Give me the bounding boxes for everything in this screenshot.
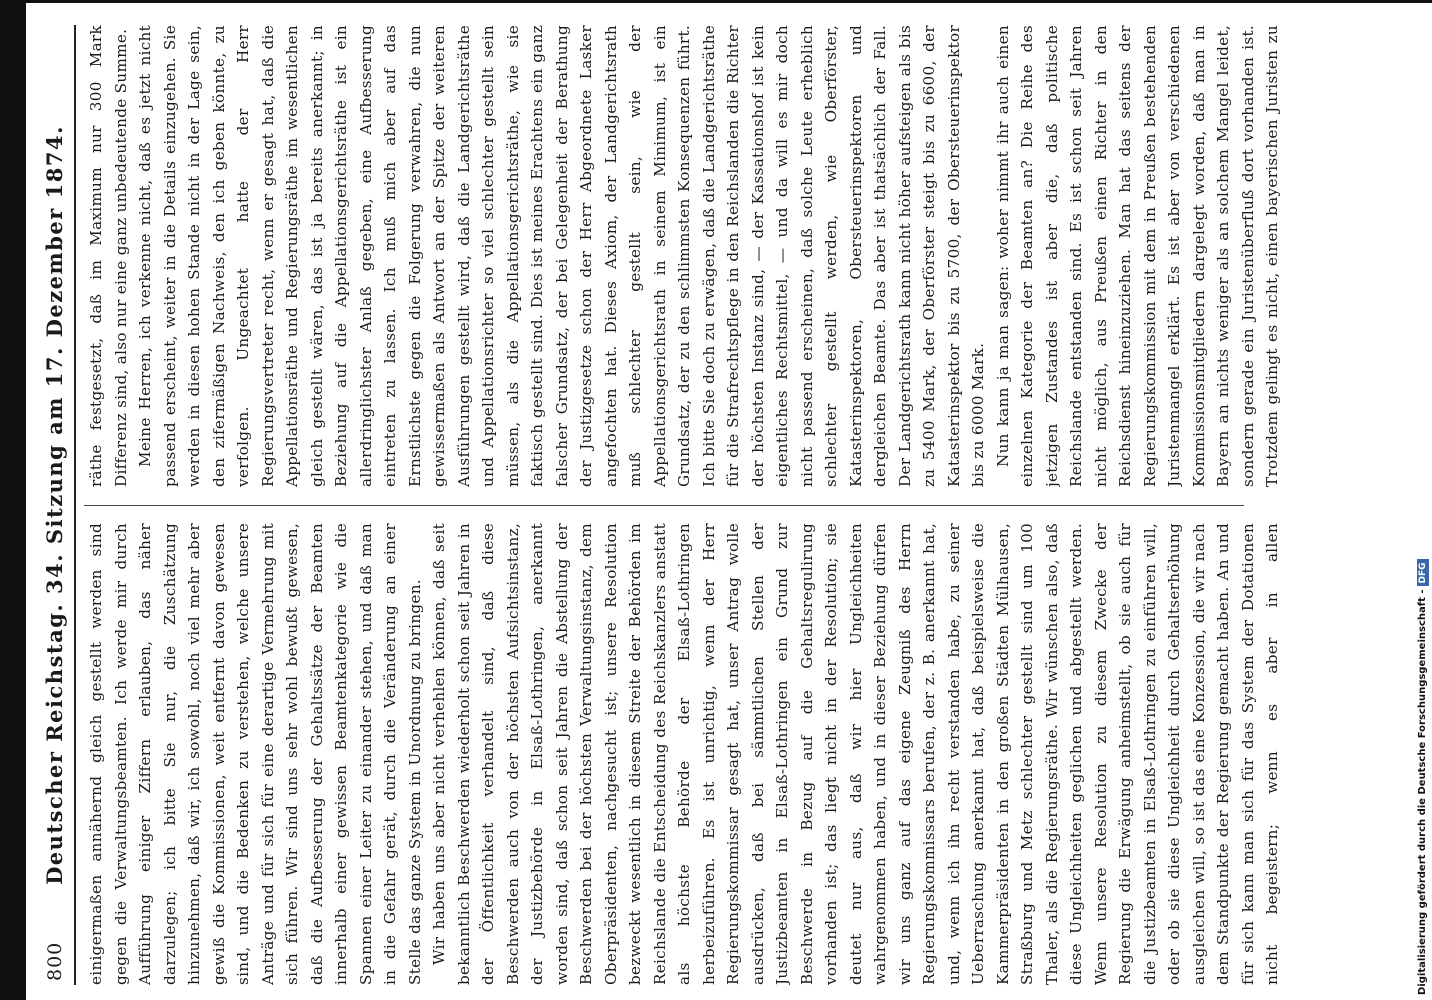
scan-edge-top (0, 0, 1432, 3)
head-rule (74, 25, 76, 985)
left-column (84, 523, 1284, 985)
right-paragraph-3: Nun kann ja man sagen: woher nimmt ihr auch einen einzelnen Kategorie der Beamten an? Die Reihe des jetzigen Zustandes ist aber die, daß politische Reichslande entstanden sind. Es ist schon seit Jahren nicht möglich, aus Preußen einen Richter in den Reichsdienst hineinzuziehen. Man hat das seitens der Regierungskommission mit dem in Preußen bestehenden Juristenmangel erklärt. Es ist aber von verschiedenen Kommissionsmitgliedern dargelegt worden, daß man in Bayern an nichts weniger als an solchem Mangel leidet, sondern gerade ein Juristenüberfluß dort vorhanden ist. Trotzdem gelingt es nicht, einen bayerischen Juristen zu (993, 25, 1281, 487)
left-paragraph-1: einigermaßen annähernd gleich gestellt werden sind gegen die Verwaltungsbeamten. Ich werde mir durch Aufführung einiger Ziffern erlauben, das näher darzulegen; ich bitte Sie nur, die Zuschätzung hinzunehmen, daß wir, ich sowohl, noch viel mehr aber gewiß die Kommissionen, weit entfernt davon gewesen sind, und die Bedenken zu verstehen, welche unsere Anträge und für sich für eine derartige Vermehrung mit sich führen. Wir sind uns sehr wohl bewußt gewesen, daß die Aufbesserung der Gehaltssätze der Beamten innerhalb einer gewissen Beamtenkategorie wie die Spannen einer Leiter zu einander stehen, und daß man in die Gefahr gerät, durch die Veränderung an einer Stelle das ganze System in Unordnung zu bringen. (87, 523, 424, 985)
right-column (84, 25, 1284, 487)
digitization-credit (1417, 5, 1431, 995)
text-columns (84, 25, 1284, 985)
left-paragraph-2: Wir haben uns aber nicht verhehlen können, daß seit bekanntlich Beschwerden wiederholt schon seit Jahren in der Öffentlichkeit verhandelt sind, daß diese Beschwerden auch von der höchsten Aufsichtsinstanz, der Justizbehörde in Elsaß-Lothringen, anerkannt worden sind, daß schon seit Jahren die Abstellung der Beschwerden bei der höchsten Verwaltungsinstanz, dem Oberpräsidenten, nachgesucht ist; unsere Resolution bezweckt wesentlich in diesem Streite der Behörden im Reichslande die Entscheidung des Reichskanzlers anstatt als höchste Behörde der Elsaß-Lothringen herbeizuführen. Es ist unrichtig, wenn der Herr Regierungskommissar gesagt hat, unser Antrag wolle ausdrücken, daß bei sämmtlichen Stellen der Justizbeamten in Elsaß-Lothringen ein Grund zur Beschwerde in Bezug auf die Gehaltsregulirung vorhanden ist; das liegt nicht in der Resolution; sie deutet nur aus, daß wir hier Ungleichheiten wahrgenommen haben, und in dieser Beziehung dürfen wir uns ganz auf das eigene Zeugniß des Herrn Regierungskommissars berufen, der z. B. anerkannt hat, und, wenn ich ihn recht verstanden habe, zu seiner Ueberraschung anerkannt hat, daß beispielsweise die Kammerpräsidenten in den großen Städten Mülhausen, Straßburg und Metz schlechter gestellt sind um 100 Thaler, als die Regierungsräthe. Wir wünschen also, daß diese Ungleichheiten geglichen und abgestellt werden. Wenn unsere Resolution zu diesem Zwecke der Regierung die Erwägung anheimstellt, ob sie auch für die Justizbeamten in Elsaß-Lothringen zu einführen will, oder ob sie diese Ungleichheit durch Gehaltserhöhung ausgleichen will, so ist das eine Konzession, die wir nach dem Standpunkte der Regierung gemacht haben. An und für sich kann man sich für das System der Dotationen nicht begeistern; wenn es aber in allen (430, 523, 1281, 985)
right-paragraph-1: räthe festgesetzt, daß im Maximum nur 300 Mark Differenz sind, also nur eine ganz unbedeutende Summe. (87, 25, 130, 487)
dfg-logo: DFG (1417, 559, 1429, 586)
column-divider (84, 505, 1244, 506)
page-number: 800 (44, 941, 66, 981)
scan-edge-left (0, 0, 26, 1000)
right-paragraph-2: Meine Herren, ich verkenne nicht, daß es jetzt nicht passend erscheint, weiter in die Details einzugehen. Sie werden in diesen hohen Stande nicht in der Lage sein, den zifermäßigen Nachweis, den ich geben könnte, zu verfolgen. Ungeachtet hatte der Herr Regierungsvertreter recht, wenn er gesagt hat, daß die Appellationsräthe und Regierungsräthe im wesentlichen gleich gestellt wären, das ist ja bereits anerkannt; in Beziehung auf die Appellationsgerichtsräthe ist ein allerdringlichster Anlaß gegeben, eine Aufbesserung eintreten zu lassen. Ich muß mich aber auf das Ernstlichste gegen die Folgerung verwahren, die nun gewissermaßen als Antwort an der Spitze der weiteren Ausführungen gestellt wird, daß die Landgerichtsräthe und Appellationsrichter so viel schlechter gestellt sein müssen, als die Appellationsgerichtsräthe, wie sie faktisch gestellt sind. Dies ist meines Erachtens ein ganz falscher Grundsatz, der bei Gelegenheit der Berathung der Justizgesetze schon der Herr Abgeordnete Lasker angefochten hat. Dieses Axiom, der Landgerichtsrath muß schlechter gestellt sein, wie der Appellationsgerichtsrath in seinem Minimum, ist ein Grundsatz, der zu den schlimmsten Konsequenzen führt. Ich bitte Sie doch zu erwägen, daß die Landgerichtsräthe für die Strafrechtspflege in den Reichslanden die Richter der höchsten Instanz sind, — der Kassationshof ist kein eigentliches Rechtsmittel, — und da will es mir doch nicht passend erscheinen, daß solche Leute erheblich schlechter gestellt werden, wie Oberförster, Katasterinspektoren, Obersteuerinspektoren und dergleichen Beamte. Das aber ist thatsächlich der Fall. Der Landgerichtsrath kann nicht höher aufsteigen als bis zu 5400 Mark, der Oberförster steigt bis zu 6600, der Katasterinspektor bis zu 5700, der Obersteuerinspektor bis zu 6000 Mark. (136, 25, 987, 487)
credit-text: Digitalisierung gefördert durch die Deutsche Forschungsgemeinschaft - (1417, 589, 1428, 995)
page-title: Deutscher Reichstag. 34. Sitzung am 17. Dezember 1874. (42, 125, 67, 885)
running-head (40, 25, 76, 985)
rotated-page (40, 25, 1290, 985)
